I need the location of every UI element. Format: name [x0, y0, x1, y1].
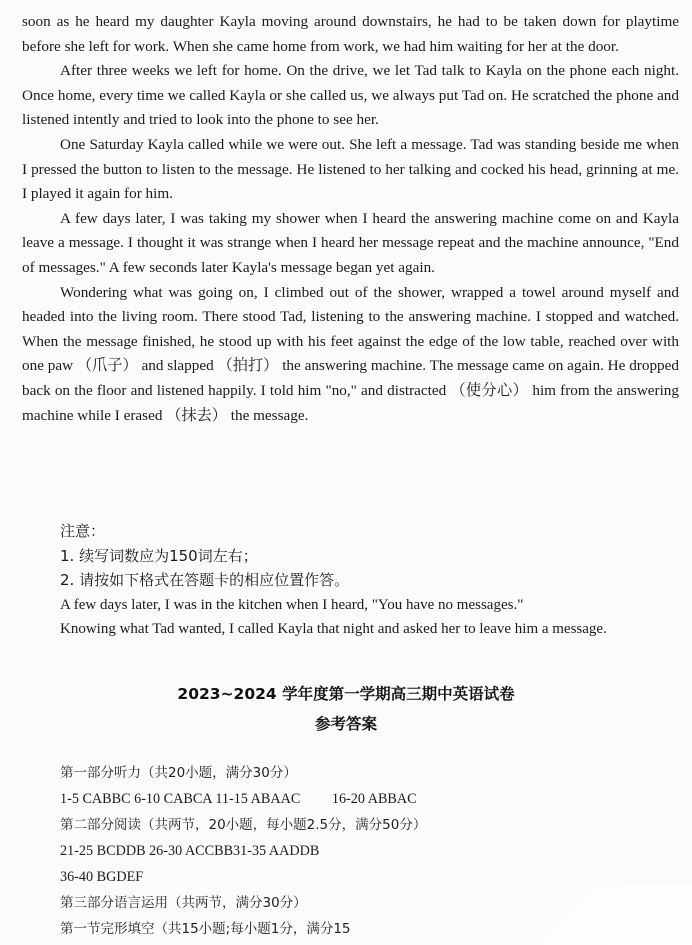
- story-paragraph-5: Wondering what was going on, I climbed out of the shower, wrapped a towel around myself and headed into the living room. There stood Tad, listening to the answering machine. I stopped and watched. When the message finished, he stood up with his feet against the edge of the low table, reached over with one paw （爪子） and slapped （拍打） the answering machine. The message came on again. He dropped back on the floor and listened happily. I told him "no," and distracted （使分心） him from the answering machine while I erased （抹去） the message.: [22, 283, 679, 424]
- part3-heading: 第三部分语言运用（共两节，满分30分）: [60, 895, 307, 911]
- answer-key-title: 参考答案: [314, 715, 377, 733]
- reading-answers: [60, 838, 680, 864]
- part2-heading: 第二部分阅读（共两节，20小题，每小题2.5分，满分50分）: [60, 817, 427, 833]
- listening-answers-11-15: 11-15 ABAAC: [215, 791, 301, 807]
- notes-item-1: 1. 续写词数应为150词左右；: [60, 546, 258, 565]
- listening-answers-1-5: 1-5 CABBC: [60, 791, 131, 807]
- listening-answers-16-20: 16-20 ABBAC: [331, 791, 417, 807]
- listening-answers-6-10: 6-10 CABCA: [134, 791, 212, 807]
- reading-answers-36-40: 36-40 BGDEF: [60, 869, 144, 885]
- part3-section1-heading: 第一节完形填空（共15小题;每小题1分，满分15: [60, 921, 351, 937]
- story-text: [0, 10, 692, 428]
- exam-title: 2023~2024 学年度第一学期高三期中英语试卷: [177, 685, 515, 703]
- story-paragraph-4: A few days later, I was taking my shower when I heard the answering machine come on and Kayla leave a message. I thought it was strange when I heard her message repeat and the machine announce, "End of messages." A few seconds later Kayla's message began yet again.: [22, 209, 679, 276]
- continuation-start-2: Knowing what Tad wanted, I called Kayla that night and asked her to leave him a message.: [60, 621, 607, 637]
- story-paragraph-2: After three weeks we left for home. On the drive, we let Tad talk to Kayla on the phone each night. Once home, every time we called Kayla or she called us, we always put Tad on. He scratched the phone and listened intently and tried to look into the phone to see her.: [22, 62, 679, 129]
- continuation-start-1: A few days later, I was in the kitchen when I heard, "You have no messages.": [60, 596, 524, 613]
- notes-item-2: 2. 请按如下格式在答题卡的相应位置作答。: [60, 571, 350, 589]
- story-paragraph-3: One Saturday Kayla called while we were out. She left a message. Tad was standing beside me when I pressed the button to listen to the message. He listened to her talking and cocked his head, grinning at me. I played it again for him.: [22, 135, 679, 203]
- notes-heading: 注意：: [60, 522, 106, 540]
- listening-answers: [60, 786, 680, 812]
- story-paragraph-1: soon as he heard my daughter Kayla moving around downstairs, he had to be taken down for playtime before she left for work. When she came home from work, we had him waiting for her at the door.: [22, 13, 679, 55]
- part1-heading: 第一部分听力（共20小题，满分30分）: [60, 765, 297, 781]
- reading-answers-26-35: 26-30 ACCBB31-35 AADDB: [149, 843, 320, 859]
- writing-notes: [0, 519, 692, 642]
- reading-answers-21-25: 21-25 BCDDB: [60, 843, 146, 859]
- scan-smudge: [542, 885, 692, 945]
